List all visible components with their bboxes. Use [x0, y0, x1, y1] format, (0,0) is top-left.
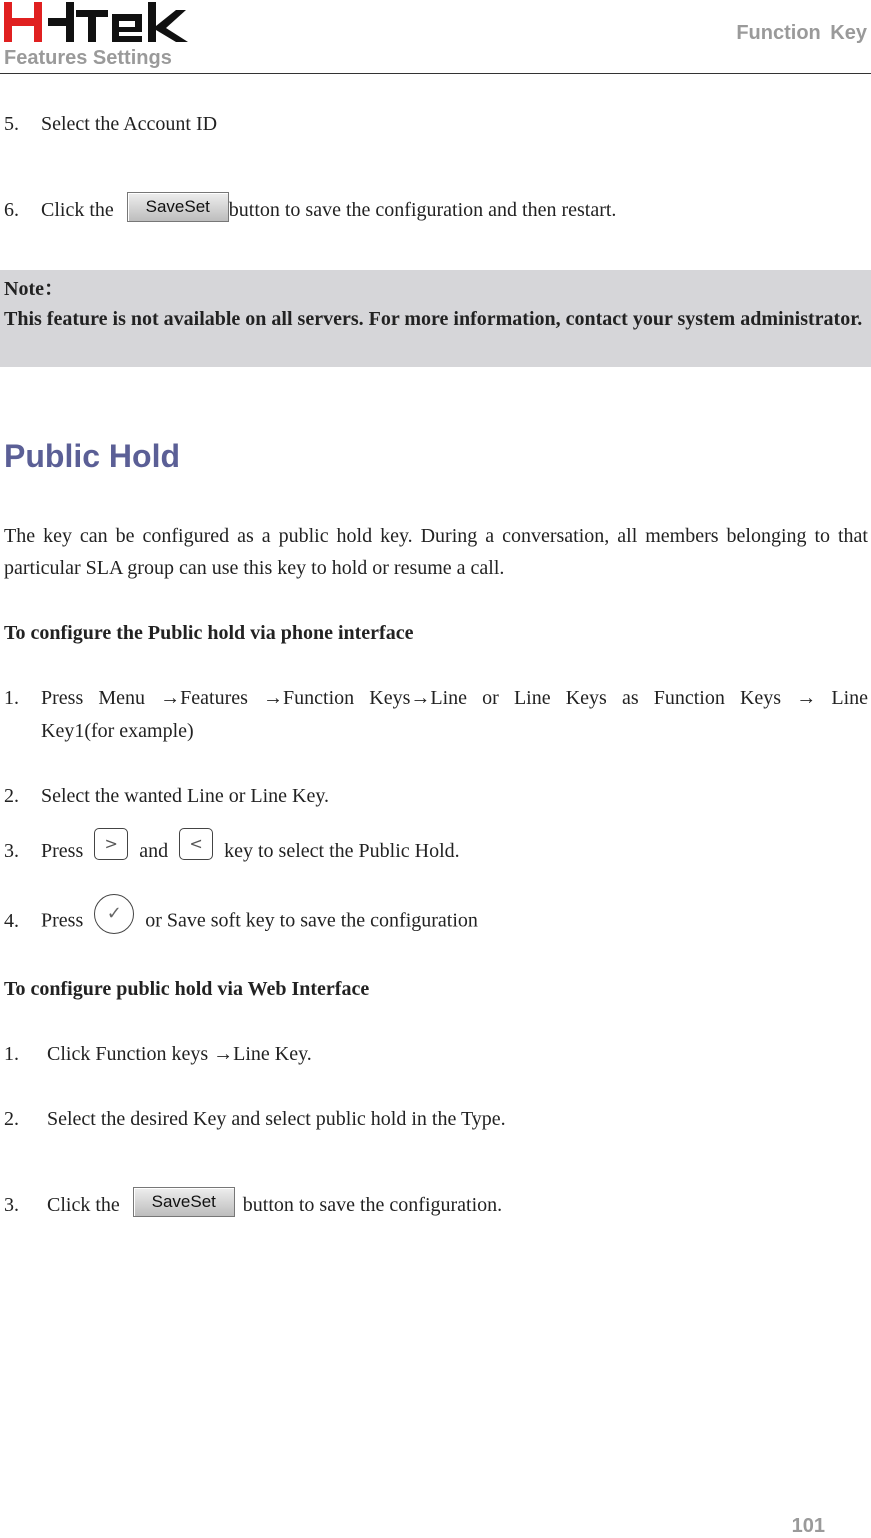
note-body: This feature is not available on all servers. For more information, contact your system administrator. [4, 308, 863, 330]
phone-step-2 [4, 780, 329, 813]
step-number: 3. [4, 1194, 19, 1216]
step-number: 2. [4, 785, 19, 807]
saveset-button[interactable]: SaveSet [133, 1187, 235, 1217]
step-5 [4, 108, 217, 141]
header-chapter-title: Function Key [736, 22, 867, 44]
step-text-line2: Key1(for example) [41, 720, 194, 742]
step-text: Select the Account ID [41, 113, 218, 135]
header-section-title: Features Settings [4, 47, 172, 69]
step-number: 6. [4, 199, 19, 221]
intro-paragraph: The key can be configured as a public hold key. During a conversation, all members belonging to that particular SLA group can use this key to hold or resume a call. [4, 525, 868, 579]
step-text-post: button to save the configuration and then restart. [228, 199, 617, 221]
phone-config-heading: To configure the Public hold via phone interface [4, 622, 414, 644]
step-text: Press [41, 909, 84, 932]
step-number: 1. [4, 1043, 19, 1065]
step-text-post: key to select the Public Hold. [224, 840, 460, 862]
step-number: 5. [4, 113, 19, 135]
step-text-post: or Save soft key to save the configuration [145, 909, 478, 932]
step-number: 1. [4, 687, 19, 709]
web-step-3 [4, 1189, 502, 1222]
header-divider [0, 73, 871, 74]
step-text-post: button to save the configuration. [242, 1194, 503, 1216]
step-number: 2. [4, 1108, 19, 1130]
step-text: Select the wanted Line or Line Key. [41, 785, 330, 807]
web-step-2 [4, 1103, 506, 1136]
section-title: Public Hold [4, 438, 180, 474]
step-text: Click Function keys →Line Key. [47, 1043, 312, 1065]
step-number: 3. [4, 840, 19, 862]
web-step-1 [4, 1038, 312, 1071]
check-icon[interactable]: ✓ [94, 894, 134, 934]
step-text: Select the desired Key and select public hold in the Type. [47, 1108, 506, 1130]
step-text-mid: and [139, 840, 169, 862]
step-text: Press [41, 840, 84, 862]
step-text: Click the [41, 199, 114, 221]
chevron-right-icon[interactable]: > [94, 828, 128, 860]
step-text-line1: Press Menu →Features →Function Keys→Line or Line Keys as Function Keys → Line [41, 687, 868, 709]
step-6 [4, 194, 616, 227]
htek-logo [4, 2, 192, 42]
step-number: 4. [4, 909, 19, 932]
chevron-left-icon[interactable]: < [179, 828, 213, 860]
phone-step-4 [4, 902, 478, 942]
web-config-heading: To configure public hold via Web Interface [4, 978, 370, 1000]
saveset-button[interactable]: SaveSet [127, 192, 229, 222]
phone-step-3 [4, 835, 460, 868]
page-number: 101 [791, 1515, 825, 1537]
phone-step-1 [4, 682, 868, 742]
step-text: Click the [47, 1194, 120, 1216]
note-title: Note： [4, 278, 64, 300]
